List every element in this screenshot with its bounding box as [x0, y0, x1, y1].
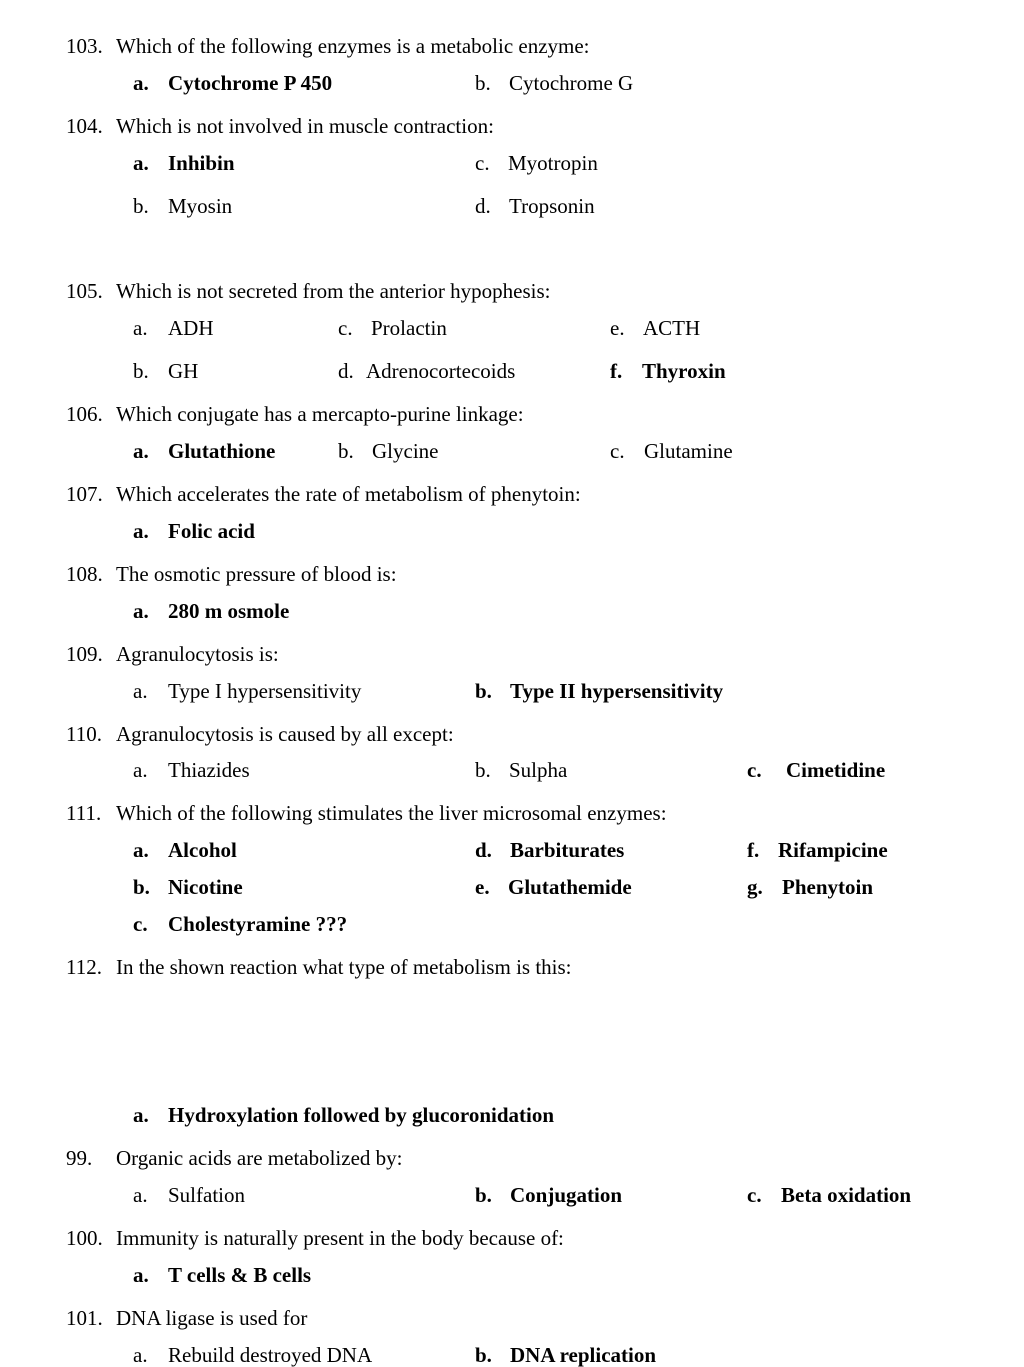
option-item [747, 1183, 912, 1207]
option-item [133, 71, 333, 95]
question-number: 105. [66, 279, 103, 303]
option-letter: b. [475, 758, 491, 782]
option-text: Conjugation [510, 1183, 623, 1207]
option-text: Folic acid [168, 519, 255, 543]
question-text: Which is not involved in muscle contraction: [116, 114, 494, 138]
option-item [133, 838, 237, 862]
question-text: Which conjugate has a mercapto-purine linkage: [116, 402, 524, 426]
option-item [610, 439, 733, 463]
option-item [133, 875, 243, 899]
option-text: Glycine [372, 439, 439, 463]
option-text: Hydroxylation followed by glucoronidation [168, 1103, 555, 1127]
option-item [475, 151, 598, 175]
option-letter: a. [133, 599, 149, 623]
option-item [133, 194, 233, 218]
option-text: ADH [168, 316, 214, 340]
option-text: Prolactin [371, 316, 447, 340]
option-text: Phenytoin [782, 875, 874, 899]
option-item [475, 758, 568, 782]
option-letter: e. [475, 875, 490, 899]
option-text: T cells & B cells [168, 1263, 312, 1287]
question-number: 111. [66, 801, 102, 825]
option-text: Thyroxin [642, 359, 726, 383]
option-letter: f. [747, 838, 760, 862]
option-item [475, 838, 625, 862]
option-item [475, 1183, 623, 1207]
option-letter: b. [475, 1183, 492, 1207]
option-item [133, 599, 290, 623]
option-text: Myosin [168, 194, 233, 218]
option-letter: a. [133, 1343, 148, 1367]
option-letter: c. [747, 758, 762, 782]
option-text: Barbiturates [510, 838, 625, 862]
question-number: 110. [66, 722, 102, 746]
question-text: Organic acids are metabolized by: [116, 1146, 403, 1170]
option-item [133, 1263, 312, 1287]
question-number: 106. [66, 402, 103, 426]
option-text: Cytochrome P 450 [168, 71, 333, 95]
option-text: Type II hypersensitivity [510, 679, 724, 703]
option-text: Inhibin [168, 151, 235, 175]
option-letter: g. [747, 875, 763, 899]
option-item [747, 758, 886, 782]
option-text: Sulpha [509, 758, 568, 782]
option-letter: a. [133, 439, 149, 463]
option-letter: a. [133, 71, 149, 95]
option-letter: a. [133, 316, 148, 340]
option-letter: a. [133, 1263, 149, 1287]
option-letter: c. [475, 151, 490, 175]
option-item [610, 316, 701, 340]
option-letter: b. [475, 71, 491, 95]
question-number: 104. [66, 114, 103, 138]
option-letter: a. [133, 838, 149, 862]
option-text: Glutamine [644, 439, 733, 463]
question-text: DNA ligase is used for [116, 1306, 308, 1330]
option-text: Myotropin [508, 151, 598, 175]
option-letter: c. [133, 912, 148, 936]
option-item [338, 439, 439, 463]
option-item [133, 519, 255, 543]
question-text: Which of the following stimulates the liver microsomal enzymes: [116, 801, 667, 825]
question-number: 109. [66, 642, 103, 666]
option-letter: b. [475, 1343, 492, 1367]
option-text: Beta oxidation [781, 1183, 912, 1207]
question-text: Agranulocytosis is: [116, 642, 279, 666]
option-letter: d. [475, 194, 491, 218]
question-number: 107. [66, 482, 103, 506]
option-letter: a. [133, 1183, 148, 1207]
option-text: Glutathione [168, 439, 276, 463]
option-text: Type I hypersensitivity [168, 679, 362, 703]
option-letter: b. [133, 194, 149, 218]
option-item [133, 758, 250, 782]
option-item [133, 1343, 373, 1367]
option-item [338, 359, 516, 383]
question-number: 103. [66, 34, 103, 58]
question-text: The osmotic pressure of blood is: [116, 562, 397, 586]
option-item [475, 679, 724, 703]
option-text: Rebuild destroyed DNA [168, 1343, 373, 1367]
question-number: 101. [66, 1306, 103, 1330]
option-letter: d. [475, 838, 492, 862]
option-item [133, 151, 235, 175]
option-letter: a. [133, 1103, 149, 1127]
option-text: GH [168, 359, 199, 383]
option-text: Tropsonin [509, 194, 595, 218]
option-item [133, 1183, 245, 1207]
option-text: DNA replication [510, 1343, 657, 1367]
option-letter: a. [133, 679, 148, 703]
option-letter: c. [747, 1183, 762, 1207]
option-item [475, 194, 595, 218]
option-text: Glutathemide [508, 875, 632, 899]
option-text: Nicotine [168, 875, 243, 899]
option-item [133, 912, 348, 936]
option-item [747, 838, 888, 862]
option-item [133, 679, 362, 703]
option-text: Adrenocortecoids [366, 359, 516, 383]
option-item [475, 875, 632, 899]
question-text: Which of the following enzymes is a metabolic enzyme: [116, 34, 590, 58]
option-item [133, 1103, 555, 1127]
option-item [338, 316, 447, 340]
question-number: 112. [66, 955, 102, 979]
option-item [475, 71, 634, 95]
option-text: Alcohol [168, 838, 237, 862]
option-letter: c. [338, 316, 353, 340]
option-letter: d. [338, 359, 354, 383]
option-text: Thiazides [168, 758, 250, 782]
option-text: ACTH [643, 316, 701, 340]
option-item [133, 439, 276, 463]
question-number: 99. [66, 1146, 93, 1170]
option-text: 280 m osmole [168, 599, 290, 623]
question-number: 108. [66, 562, 103, 586]
option-text: Cholestyramine ??? [168, 912, 348, 936]
question-text: Agranulocytosis is caused by all except: [116, 722, 454, 746]
option-letter: e. [610, 316, 625, 340]
option-item [747, 875, 874, 899]
option-item [133, 359, 199, 383]
option-letter: a. [133, 151, 149, 175]
question-text: Which is not secreted from the anterior hypophesis: [116, 279, 551, 303]
option-letter: b. [338, 439, 354, 463]
option-text: Cytochrome G [509, 71, 634, 95]
option-text: Rifampicine [778, 838, 888, 862]
question-text: In the shown reaction what type of metabolism is this: [116, 955, 572, 979]
question-number: 100. [66, 1226, 103, 1250]
option-letter: b. [133, 359, 149, 383]
option-letter: b. [133, 875, 150, 899]
option-text: Sulfation [168, 1183, 245, 1207]
option-item [610, 359, 726, 383]
option-item [133, 316, 214, 340]
option-item [475, 1343, 657, 1367]
question-text: Which accelerates the rate of metabolism of phenytoin: [116, 482, 581, 506]
option-letter: b. [475, 679, 492, 703]
option-letter: a. [133, 758, 148, 782]
question-text: Immunity is naturally present in the body because of: [116, 1226, 564, 1250]
option-letter: f. [610, 359, 623, 383]
option-text: Cimetidine [786, 758, 886, 782]
option-letter: a. [133, 519, 149, 543]
option-letter: c. [610, 439, 625, 463]
